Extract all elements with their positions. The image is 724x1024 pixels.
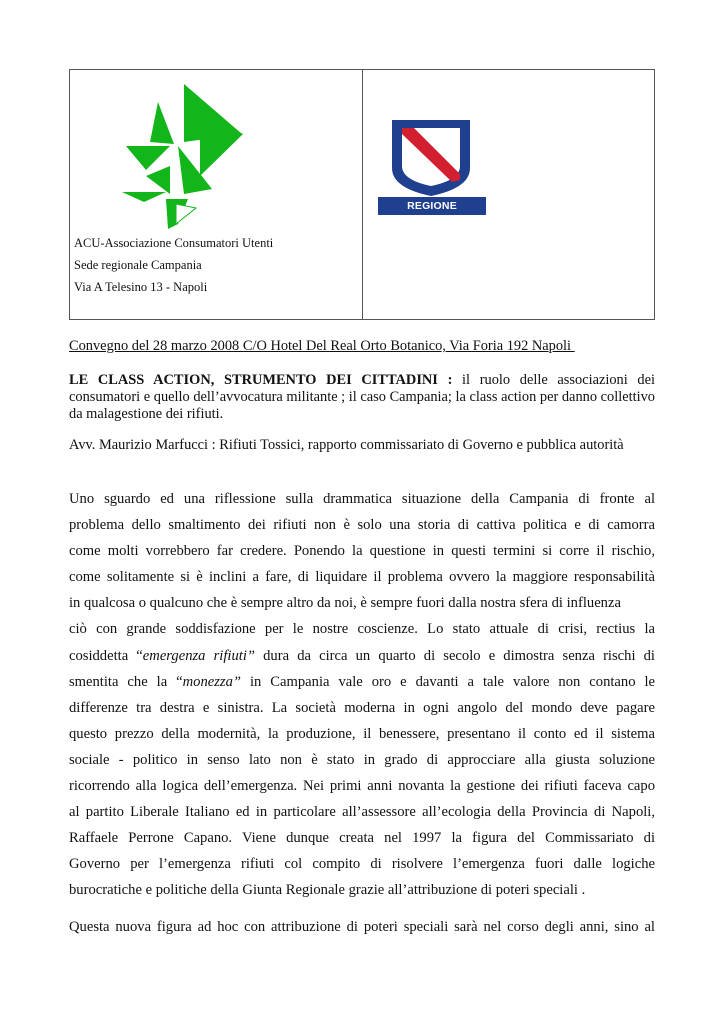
italic-monezza: monezza”: [182, 673, 242, 690]
acu-logo-icon: [118, 84, 248, 229]
acu-address: Via A Telesino 13 - Napoli: [74, 280, 208, 294]
text-line: questo prezzo della modernità, la produzione, il benessere, presentano il conto ed il sistema: [69, 725, 655, 742]
text-run: dura da circa un quarto di secolo e dimostra senza rischi di: [254, 647, 655, 664]
text-line: al partito Liberale Italiano ed in particolare all’assessore all’ecologia della Provincia di Napoli,: [69, 804, 655, 821]
acu-address-block: [74, 232, 273, 298]
text-line: ricorrendo alla logica dell’emergenza. Nei primi anni novanta la gestione dei rifiuti faceva capo: [69, 778, 655, 795]
text-run: smentita che la “: [69, 673, 183, 690]
text-line: come molti vorrebbero far credere. Ponendo la questione in questi termini si corre il rischio,: [69, 543, 655, 560]
acu-name: ACU-Associazione Consumatori Utenti: [74, 236, 274, 250]
speaker-line: Avv. Maurizio Marfucci : Rifiuti Tossici, rapporto commissariato di Governo e pubblica autorità: [69, 437, 624, 453]
text-line: ciò con grande soddisfazione per le nostre coscienze. Lo stato attuale di crisi, rectius la: [69, 621, 655, 638]
body-paragraph-2: [69, 914, 655, 940]
text-line: Questa nuova figura ad hoc con attribuzione di poteri speciali sarà nel corso degli anni, sino al: [69, 919, 655, 935]
text-line: differenze tra destra e sinistra. La società moderna in ogni angolo del mondo deve pagare: [69, 699, 655, 716]
intro-text: il ruolo delle associazioni dei consumatori e quello dell’avvocatura militante ; il caso Campania; la class action per danno collettivo da malagestione dei rifiuti.: [69, 372, 655, 422]
text-run: in Campania vale oro e davanti a tale valore non contano le: [241, 673, 655, 690]
body-paragraph-1: [69, 486, 655, 904]
text-line: [69, 669, 655, 695]
table-divider: [362, 70, 363, 319]
conference-title: Convegno del 28 marzo 2008 C/O Hotel Del Real Orto Botanico, Via Foria 192 Napoli: [69, 338, 575, 354]
text-line: burocratiche e politiche della Giunta Regionale grazie all’attribuzione di poteri speciali .: [69, 882, 586, 899]
text-line: problema dello smaltimento dei rifiuti non è solo una storia di cattiva politica e di camorra: [69, 517, 655, 534]
italic-emergenza-rifiuti: emergenza rifiuti”: [142, 647, 255, 664]
text-line: sociale - politico in senso lato non è stato in grado di approcciare alla giusta soluzione: [69, 751, 655, 768]
text-run: cosiddetta “: [69, 647, 143, 664]
text-line: come solitamente si è inclini a fare, di liquidare il problema ovvero la maggiore responsabilità: [69, 569, 655, 586]
text-line: [69, 643, 655, 669]
text-line: in qualcosa o qualcuno che è sempre altro da noi, è sempre fuori dalla nostra sfera di influenza: [69, 595, 621, 612]
acu-seat: Sede regionale Campania: [74, 258, 202, 272]
intro-bold-title: LE CLASS ACTION, STRUMENTO DEI CITTADINI :: [69, 372, 453, 388]
text-line: Raffaele Perrone Capano. Viene dunque creata nel 1997 la figura del Commissariato di: [69, 830, 655, 847]
text-line: Governo per l’emergenza rifiuti col compito di risolvere l’emergenza fuori dalle logiche: [69, 856, 655, 873]
header-table: [69, 69, 655, 320]
text-line: Uno sguardo ed una riflessione sulla drammatica situazione della Campania di fronte al: [69, 491, 655, 507]
intro-paragraph: [69, 372, 655, 423]
regione-campania-label: REGIONE CAMPANIA: [378, 197, 486, 215]
